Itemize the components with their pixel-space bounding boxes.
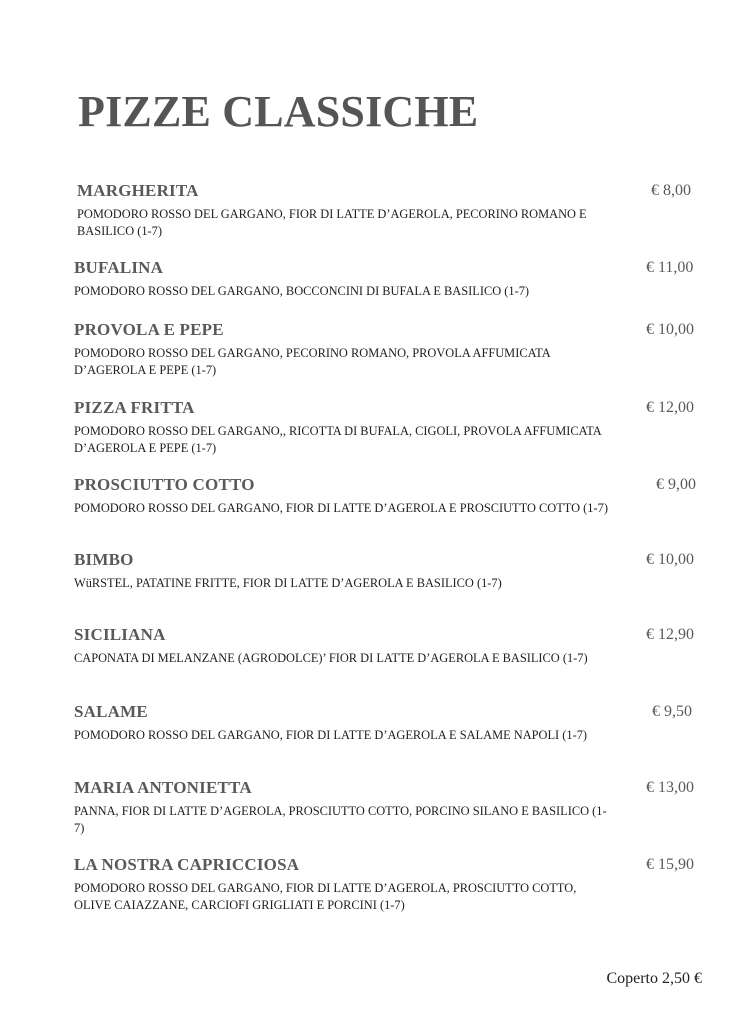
menu-item-la-nostra-capricciosa: [74, 855, 734, 914]
item-price: € 12,90: [646, 626, 694, 643]
item-description: WüRSTEL, PATATINE FRITTE, FIOR DI LATTE D’AGEROLA E BASILICO (1-7): [74, 576, 502, 590]
item-name: LA NOSTRA CAPRICCIOSA: [74, 855, 300, 874]
page-title: PIZZE CLASSICHE: [78, 87, 479, 136]
item-description: POMODORO ROSSO DEL GARGANO, FIOR DI LATTE D’AGEROLA E SALAME NAPOLI (1-7): [74, 728, 588, 742]
item-name: BIMBO: [74, 550, 134, 569]
item-name: PIZZA FRITTA: [74, 398, 195, 417]
menu-item-prosciutto-cotto: [74, 475, 734, 517]
item-price: € 10,00: [646, 321, 694, 338]
item-price: € 9,50: [652, 703, 692, 720]
cover-charge-note: Coperto 2,50 €: [606, 970, 702, 987]
item-name: MARGHERITA: [77, 181, 199, 200]
item-description: POMODORO ROSSO DEL GARGANO, BOCCONCINI DI BUFALA E BASILICO (1-7): [74, 284, 530, 298]
item-description: POMODORO ROSSO DEL GARGANO, FIOR DI LATTE D’AGEROLA, PECORINO ROMANO E BASILICO (1-7): [77, 207, 587, 238]
menu-item-siciliana: [74, 625, 734, 667]
item-description: POMODORO ROSSO DEL GARGANO,, RICOTTA DI BUFALA, CIGOLI, PROVOLA AFFUMICATA D’AGEROLA E PEPE (1-7): [74, 424, 602, 455]
item-name: BUFALINA: [74, 258, 164, 277]
menu-item-provola-e-pepe: [74, 320, 734, 379]
item-description: CAPONATA DI MELANZANE (AGRODOLCE)’ FIOR DI LATTE D’AGEROLA E BASILICO (1-7): [74, 651, 588, 665]
item-price: € 15,90: [646, 856, 694, 873]
menu-item-margherita: [77, 181, 737, 240]
menu-item-maria-antonietta: [74, 778, 734, 837]
item-name: MARIA ANTONIETTA: [74, 778, 252, 797]
menu-item-salame: [74, 702, 734, 744]
item-name: PROVOLA E PEPE: [74, 320, 224, 339]
item-name: PROSCIUTTO COTTO: [74, 475, 255, 494]
item-price: € 11,00: [646, 259, 694, 276]
item-price: € 10,00: [646, 551, 694, 568]
item-price: € 12,00: [646, 399, 694, 416]
item-name: SALAME: [74, 702, 148, 721]
item-price: € 13,00: [646, 779, 694, 796]
item-price: € 8,00: [651, 182, 691, 199]
item-description: POMODORO ROSSO DEL GARGANO, FIOR DI LATTE D’AGEROLA E PROSCIUTTO COTTO (1-7): [74, 501, 608, 515]
menu-item-bufalina: [74, 258, 734, 300]
menu-item-bimbo: [74, 550, 734, 592]
item-description: POMODORO ROSSO DEL GARGANO, FIOR DI LATTE D’AGEROLA, PROSCIUTTO COTTO, OLIVE CAIAZZANE, CARCIOFI GRIGLIATI E PORCINI (1-7): [74, 881, 577, 912]
item-price: € 9,00: [656, 476, 696, 493]
item-name: SICILIANA: [74, 625, 166, 644]
item-description: POMODORO ROSSO DEL GARGANO, PECORINO ROMANO, PROVOLA AFFUMICATA D’AGEROLA E PEPE (1-7): [74, 346, 550, 377]
item-description: PANNA, FIOR DI LATTE D’AGEROLA, PROSCIUTTO COTTO, PORCINO SILANO E BASILICO (1-7): [74, 804, 607, 835]
menu-item-pizza-fritta: [74, 398, 734, 457]
